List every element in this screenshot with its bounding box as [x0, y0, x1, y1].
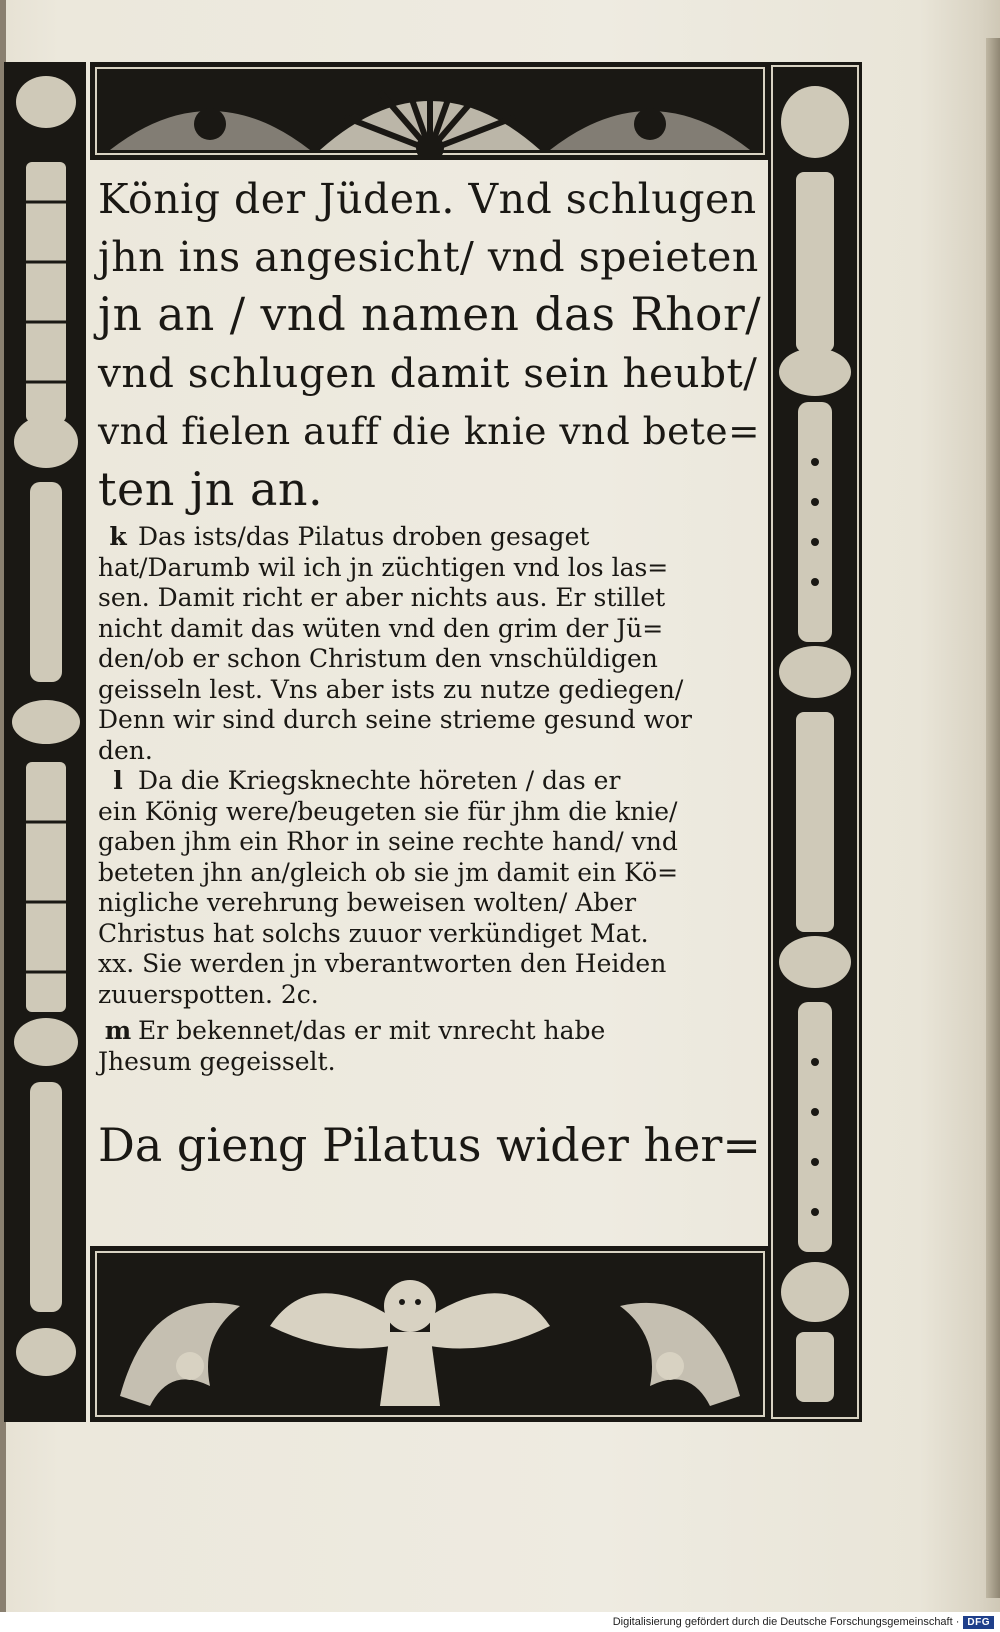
main-text-line: König der Jüden. Vnd schlugen [98, 175, 757, 223]
woodcut-top-border [90, 62, 770, 160]
main-text-line: vnd schlugen damit sein heubt/ [98, 349, 758, 397]
gloss-line: zuuerspotten. 2c. [98, 979, 319, 1009]
gloss-line: nicht damit das wüten vnd den grim der Jü= [98, 613, 664, 643]
gloss-line: hat/Darumb wil ich jn züchtigen vnd los las= [98, 552, 669, 582]
catchline: Da gieng Pilatus wider her= [98, 1118, 761, 1172]
main-text-line: ten jn an. [98, 462, 324, 516]
gloss-marker: m [104, 1016, 132, 1045]
woodcut-right-border [768, 62, 862, 1422]
gloss-line: nigliche verehrung beweisen wolten/ Aber [98, 888, 637, 917]
gloss-line: den/ob er schon Christum den vnschüldigen [98, 644, 658, 673]
gloss-line: l Da die Kriegsknechte höreten / das er [98, 766, 762, 797]
text-block [98, 170, 762, 1240]
gloss-line: Jhesum gegeisselt. [98, 1046, 336, 1076]
main-text-line: vnd fielen auff die knie vnd bete= [98, 409, 761, 453]
main-text-line: jn an / vnd namen das Rhor/ [98, 288, 762, 341]
gloss-line: ein König were/beugeten sie für jhm die knie/ [98, 796, 678, 826]
gloss-marker: l [113, 766, 123, 795]
woodcut-left-border [4, 62, 86, 1422]
gloss-marker: k [109, 522, 127, 551]
gloss-line: Denn wir sind durch seine strieme gesund wor [98, 705, 692, 734]
gloss-line: geisseln lest. Vns aber ists zu nutze gediegen/ [98, 674, 684, 704]
gloss-line: sen. Damit richt er aber nichts aus. Er stillet [98, 583, 666, 612]
digitization-footer [613, 1614, 994, 1630]
gloss-m [98, 1016, 762, 1077]
footer-text: Digitalisierung gefördert durch die Deutsche Forschungsgemeinschaft · [612, 1616, 960, 1628]
dfg-logo: DFG [963, 1616, 994, 1629]
gloss-line: beteten jhn an/gleich ob sie jm damit ein Kö= [98, 857, 679, 887]
gloss-line: gaben jhm ein Rhor in seine rechte hand/ vnd [98, 827, 678, 856]
woodcut-bottom-border-angel [90, 1246, 770, 1422]
gloss-line: k Das ists/das Pilatus droben gesaget [98, 522, 762, 553]
gloss-line: m Er bekennet/das er mit vnrecht habe [98, 1016, 762, 1047]
main-text-line: jhn ins angesicht/ vnd speieten [98, 233, 759, 281]
gloss-k [98, 522, 762, 766]
gloss-line: den. [98, 735, 153, 765]
page-right-edge [986, 38, 1000, 1598]
gloss-l [98, 766, 762, 1010]
gloss-line: xx. Sie werden jn vberantworten den Heiden [98, 949, 667, 978]
gloss-line: Christus hat solchs zuuor verkündiget Mat. [98, 918, 649, 948]
